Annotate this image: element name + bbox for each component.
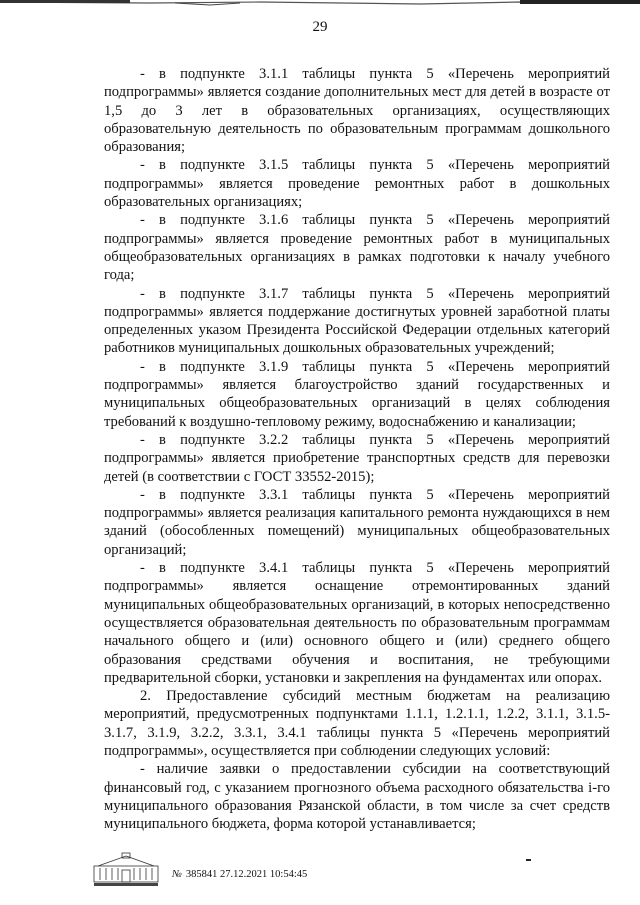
page-number: 29 [312,19,328,35]
paragraph: - в подпункте 3.1.7 таблицы пункта 5 «Перечень мероприятий подпрограммы» является поддержание достигнутых уровней заработной платы определенных указом Президента Российской Федерации отдельных категорий работников муниципальных дошкольных образовательных учреждений; [104,285,610,357]
paragraph: - в подпункте 3.1.5 таблицы пункта 5 «Перечень мероприятий подпрограммы» является проведение ремонтных работ в дошкольных образовательных организациях; [104,157,610,211]
registry-number-sign: № [172,869,182,880]
paragraph: - в подпункте 3.1.9 таблицы пункта 5 «Перечень мероприятий подпрограммы» является благоустройство зданий государственных и муниципальных общеобразовательных организаций в целях соблюдения требований к воздушно-тепловому режиму, водоснабжению и канализации; [104,358,610,430]
paragraph: - в подпункте 3.1.6 таблицы пункта 5 «Перечень мероприятий подпрограммы» является проведение ремонтных работ в муниципальных общеобразовательных организациях в рамках подготовки к началу учебного года; [104,212,610,284]
paragraph: - наличие заявки о предоставлении субсидии на соответствующий финансовый год, с указанием прогнозного объема расходного обязательства i-го муниципального образования Рязанской области, в том числе за счет средств муниципального бюджета, форма которой устанавливается; [104,761,610,833]
paragraph: - в подпункте 3.4.1 таблицы пункта 5 «Перечень мероприятий подпрограммы» является оснащение отремонтированных зданий муниципальных общеобразовательных организаций, в которых непосредственно осуществляется образовательная деятельность по образовательным программам начального общего и (или) основного общего и (или) среднего общего образования средствами обучения и воспитания, не требующими предварительной сборки, установки и закрепления на фундаментах или опорах. [104,560,610,686]
paragraph: 2. Предоставление субсидий местным бюджетам на реализацию мероприятий, предусмотренных подпунктами 1.1.1, 1.2.1.1, 1.2.2, 3.1.1, 3.1.5-3.1.7, 3.1.9, 3.2.2, 3.3.1, 3.4.1 таблицы пункта 5 «Перечень мероприятий подпрограммы», осуществляется при соблюдении следующих условий: [104,688,610,759]
paragraph: - в подпункте 3.1.1 таблицы пункта 5 «Перечень мероприятий подпрограммы» является создание дополнительных мест для детей в возрасте от 1,5 до 3 лет в образовательных организациях, осуществляющих образовательную деятельность по образовательным программам дошкольного образования; [104,66,610,156]
government-building-stamp-icon [92,852,160,888]
document-body [104,65,610,833]
document-footer [92,852,612,892]
scan-mark [526,859,531,861]
paragraph: - в подпункте 3.2.2 таблицы пункта 5 «Перечень мероприятий подпрограммы» является приобретение транспортных средств для перевозки детей (в соответствии с ГОСТ 33552-2015); [104,431,610,485]
scan-edge [0,0,640,9]
registry-number [172,868,307,882]
paragraph: - в подпункте 3.3.1 таблицы пункта 5 «Перечень мероприятий подпрограммы» является реализация капитального ремонта нуждающихся в нем зданий (обособленных помещений) муниципальных общеобразовательных организаций; [104,486,610,558]
registry-number-text: 385841 27.12.2021 10:54:45 [185,869,308,880]
